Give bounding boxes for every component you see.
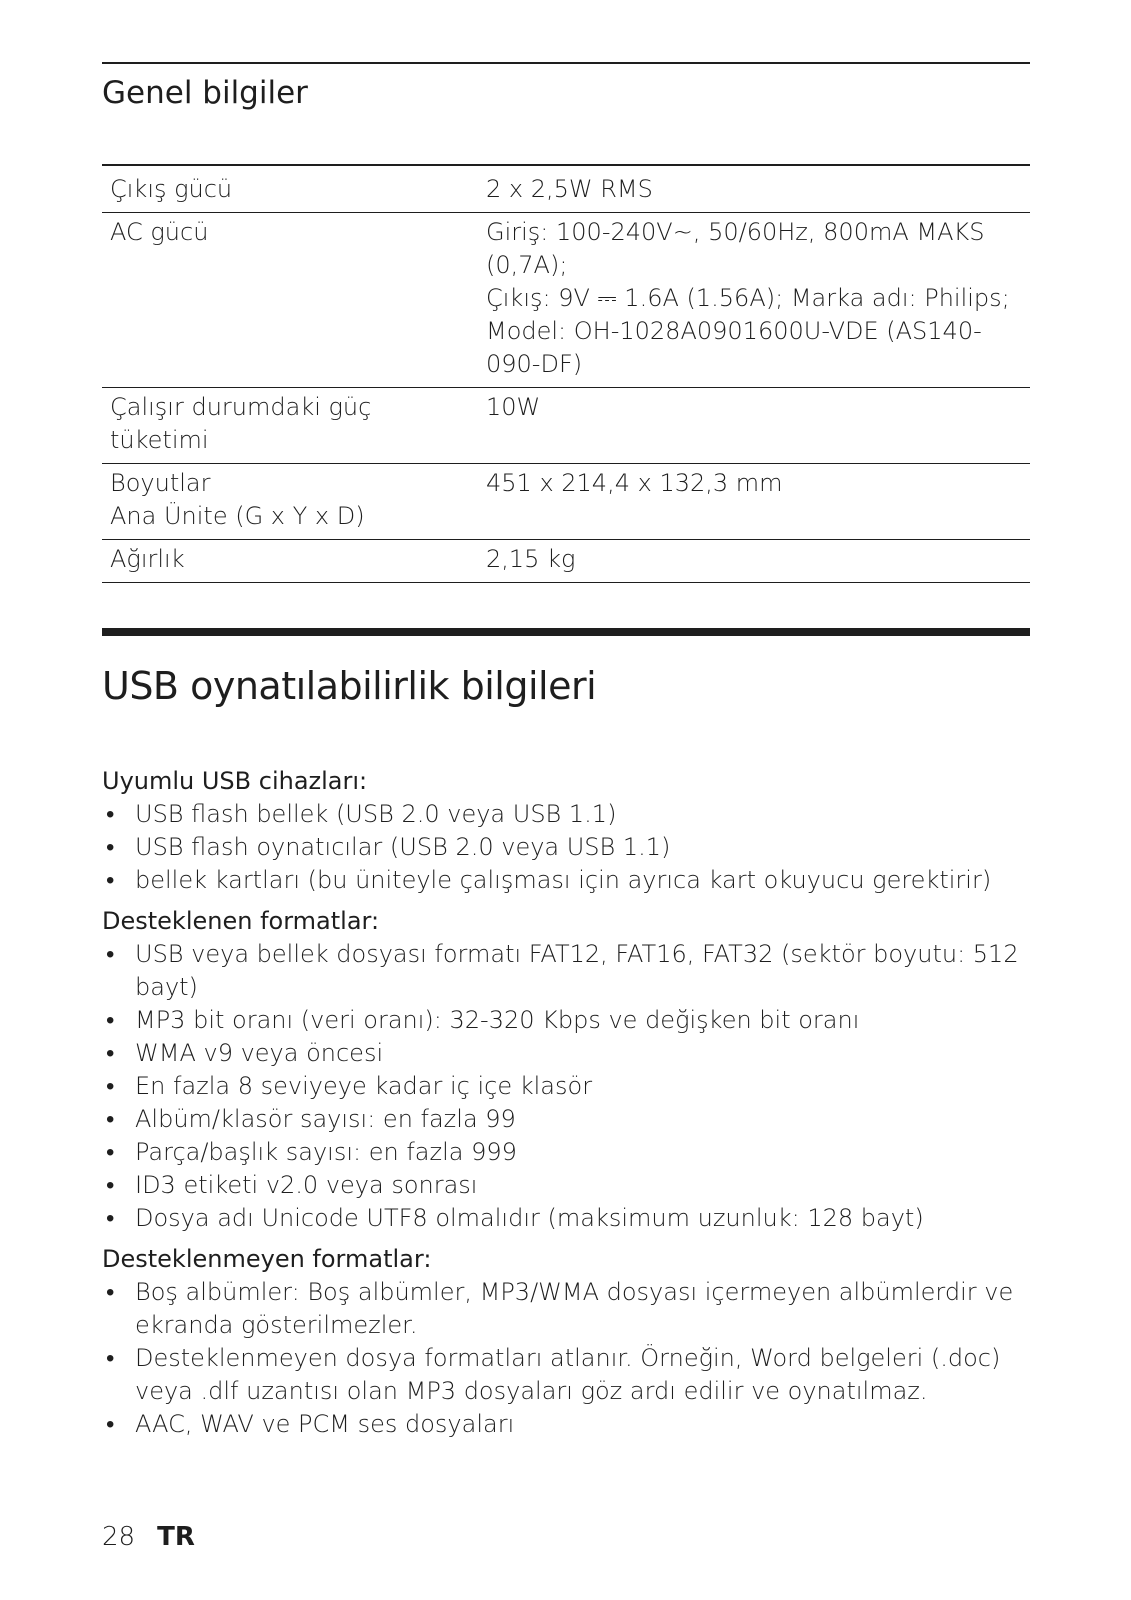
spec-label: Boyutlar Ana Ünite (G x Y x D) — [110, 469, 365, 530]
spec-value: Giriş: 100-240V~, 50/60Hz, 800mA MAKS (0,7A); Çıkış: 9V ⎓ 1.6A (1.56A); Marka adı: Philips; Model: OH-1028A0901600U-VDE (AS140- 090-DF) — [486, 218, 1010, 378]
list-item: • ID3 etiketi v2.0 veya sonrası — [102, 1169, 1022, 1202]
spec-row — [102, 388, 1030, 464]
list-item: • Albüm/klasör sayısı: en fazla 99 — [102, 1103, 1022, 1136]
list-item: • AAC, WAV ve PCM ses dosyaları — [102, 1408, 1022, 1441]
spec-value: 2,15 kg — [486, 545, 576, 573]
spec-table — [102, 170, 1030, 583]
supported-heading: Desteklenen formatlar: — [102, 907, 380, 935]
spec-label: Çıkış gücü — [110, 175, 233, 203]
compatible-list — [102, 798, 1022, 897]
list-item: • WMA v9 veya öncesi — [102, 1037, 1022, 1070]
spec-label: Ağırlık — [110, 545, 185, 573]
list-item: • Boş albümler: Boş albümler, MP3/WMA dosyası içermeyen albümlerdir ve ekranda gösterilmezler. — [102, 1276, 1022, 1342]
list-item: • USB flash oynatıcılar (USB 2.0 veya USB 1.1) — [102, 831, 1022, 864]
list-item: • USB veya bellek dosyası formatı FAT12, FAT16, FAT32 (sektör boyutu: 512 bayt) — [102, 938, 1022, 1004]
usb-info — [102, 765, 1022, 1441]
top-rule — [102, 62, 1030, 64]
spec-value: 2 x 2,5W RMS — [486, 175, 653, 203]
spec-value: 451 x 214,4 x 132,3 mm — [486, 469, 783, 497]
list-item: • Desteklenmeyen dosya formatları atlanır. Örneğin, Word belgeleri (.doc) veya .dlf uzantısı olan MP3 dosyaları göz ardı edilir ve oynatılmaz. — [102, 1342, 1022, 1408]
list-item: • MP3 bit oranı (veri oranı): 32-320 Kbps ve değişken bit oranı — [102, 1004, 1022, 1037]
spec-row — [102, 213, 1030, 388]
compatible-heading: Uyumlu USB cihazları: — [102, 767, 368, 795]
usb-section-title: USB oynatılabilirlik bilgileri — [102, 664, 597, 708]
unsupported-heading: Desteklenmeyen formatlar: — [102, 1245, 432, 1273]
list-item: • Dosya adı Unicode UTF8 olmalıdır (maksimum uzunluk: 128 bayt) — [102, 1202, 1022, 1235]
spec-row — [102, 464, 1030, 540]
list-item: • bellek kartları (bu üniteyle çalışması için ayrıca kart okuyucu gerektirir) — [102, 864, 1022, 897]
section-divider — [102, 628, 1030, 636]
language-code: TR — [157, 1522, 195, 1552]
list-item: • En fazla 8 seviyeye kadar iç içe klasör — [102, 1070, 1022, 1103]
spec-label: Çalışır durumdaki güç tüketimi — [110, 393, 372, 454]
spec-row — [102, 540, 1030, 583]
list-item: • USB flash bellek (USB 2.0 veya USB 1.1) — [102, 798, 1022, 831]
spec-value: 10W — [486, 393, 541, 421]
spec-row — [102, 170, 1030, 213]
spec-label: AC gücü — [110, 218, 209, 246]
list-item: • Parça/başlık sayısı: en fazla 999 — [102, 1136, 1022, 1169]
table-top-rule — [102, 164, 1030, 166]
page-footer — [102, 1522, 195, 1552]
unsupported-list — [102, 1276, 1022, 1441]
page-number: 28 — [102, 1522, 136, 1552]
general-info-heading: Genel bilgiler — [102, 75, 308, 111]
supported-list — [102, 938, 1022, 1235]
